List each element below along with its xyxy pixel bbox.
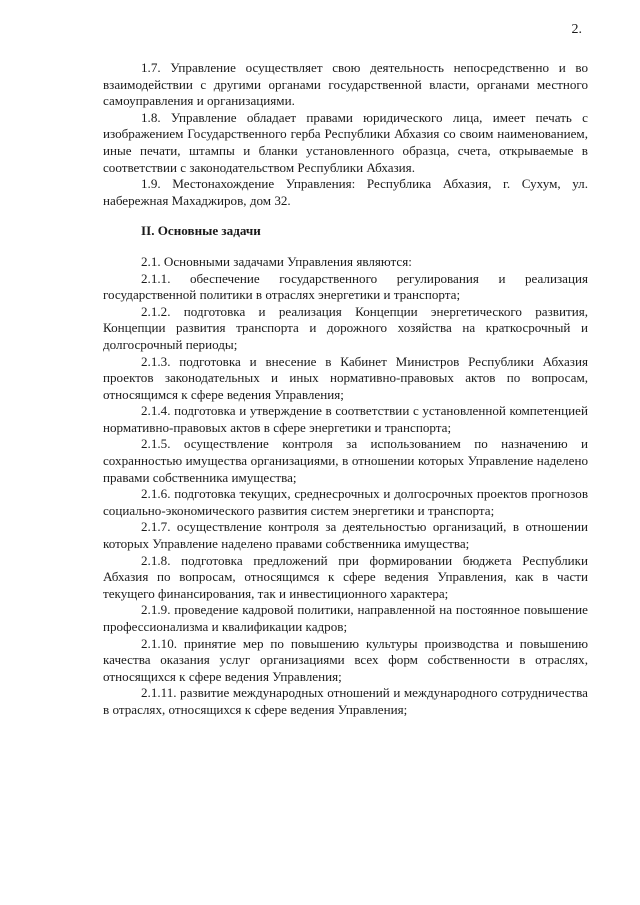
- paragraph-1-8: 1.8. Управление обладает правами юридического лица, имеет печать с изображением Государственного герба Республики Абхазия со своим наименованием, иные печати, штампы и бланки установленного образца, счета, открываемые в соответствии с законодательством Республики Абхазия.: [103, 109, 588, 175]
- task-item-2-1-10: 2.1.10. принятие мер по повышению культуры производства и повышению качества оказания услуг организациями всех форм собственности в отраслях, относящихся к сфере ведения Управления;: [103, 635, 588, 684]
- task-item-2-1-8: 2.1.8. подготовка предложений при формировании бюджета Республики Абхазия по вопросам, относящимся к сфере ведения Управления, как в части текущего финансирования, так и инвестиционного характера;: [103, 552, 588, 601]
- page-number: 2.: [571, 22, 582, 37]
- task-item-2-1-2: 2.1.2. подготовка и реализация Концепции энергетического развития, Концепции развития транспорта и дорожного хозяйства на краткосрочный и долгосрочный периоды;: [103, 303, 588, 352]
- task-item-2-1-4: 2.1.4. подготовка и утверждение в соответствии с установленной компетенцией нормативно-правовых актов в сфере энергетики и транспорта;: [103, 403, 588, 435]
- document-body: [103, 60, 588, 719]
- task-item-2-1-11: 2.1.11. развитие международных отношений и международного сотрудничества в отраслях, относящихся к сфере ведения Управления;: [103, 685, 588, 717]
- task-item-2-1-6: 2.1.6. подготовка текущих, среднесрочных и долгосрочных проектов прогнозов социально-экономического развития систем энергетики и транспорта;: [103, 486, 588, 518]
- paragraph-1-9: 1.9. Местонахождение Управления: Республика Абхазия, г. Сухум, ул. набережная Махаджиров, дом 32.: [103, 176, 588, 208]
- paragraph-1-7: 1.7. Управление осуществляет свою деятельность непосредственно и во взаимодействии с другими органами государственной власти, органами местного самоуправления и организациями.: [103, 60, 588, 109]
- section-intro: 2.1. Основными задачами Управления являются:: [141, 253, 412, 269]
- task-item-2-1-1: 2.1.1. обеспечение государственного регулирования и реализация государственной политики в отраслях энергетики и транспорта;: [103, 270, 588, 303]
- task-item-2-1-9: 2.1.9. проведение кадровой политики, направленной на постоянное повышение профессионализма и квалификации кадров;: [103, 602, 588, 634]
- task-item-2-1-3: 2.1.3. подготовка и внесение в Кабинет Министров Республики Абхазия проектов законодательных и иных нормативно-правовых актов по вопросам, относящимся к сфере ведения Управления;: [103, 353, 588, 402]
- section-heading: II. Основные задачи: [141, 223, 261, 239]
- task-item-2-1-7: 2.1.7. осуществление контроля за деятельностью организаций, в отношении которых Управление наделено правами собственника имущества;: [103, 519, 588, 552]
- task-item-2-1-5: 2.1.5. осуществление контроля за использованием по назначению и сохранностью имущества организациями, в отношении которых Управление наделено правами собственника имущества;: [103, 436, 588, 485]
